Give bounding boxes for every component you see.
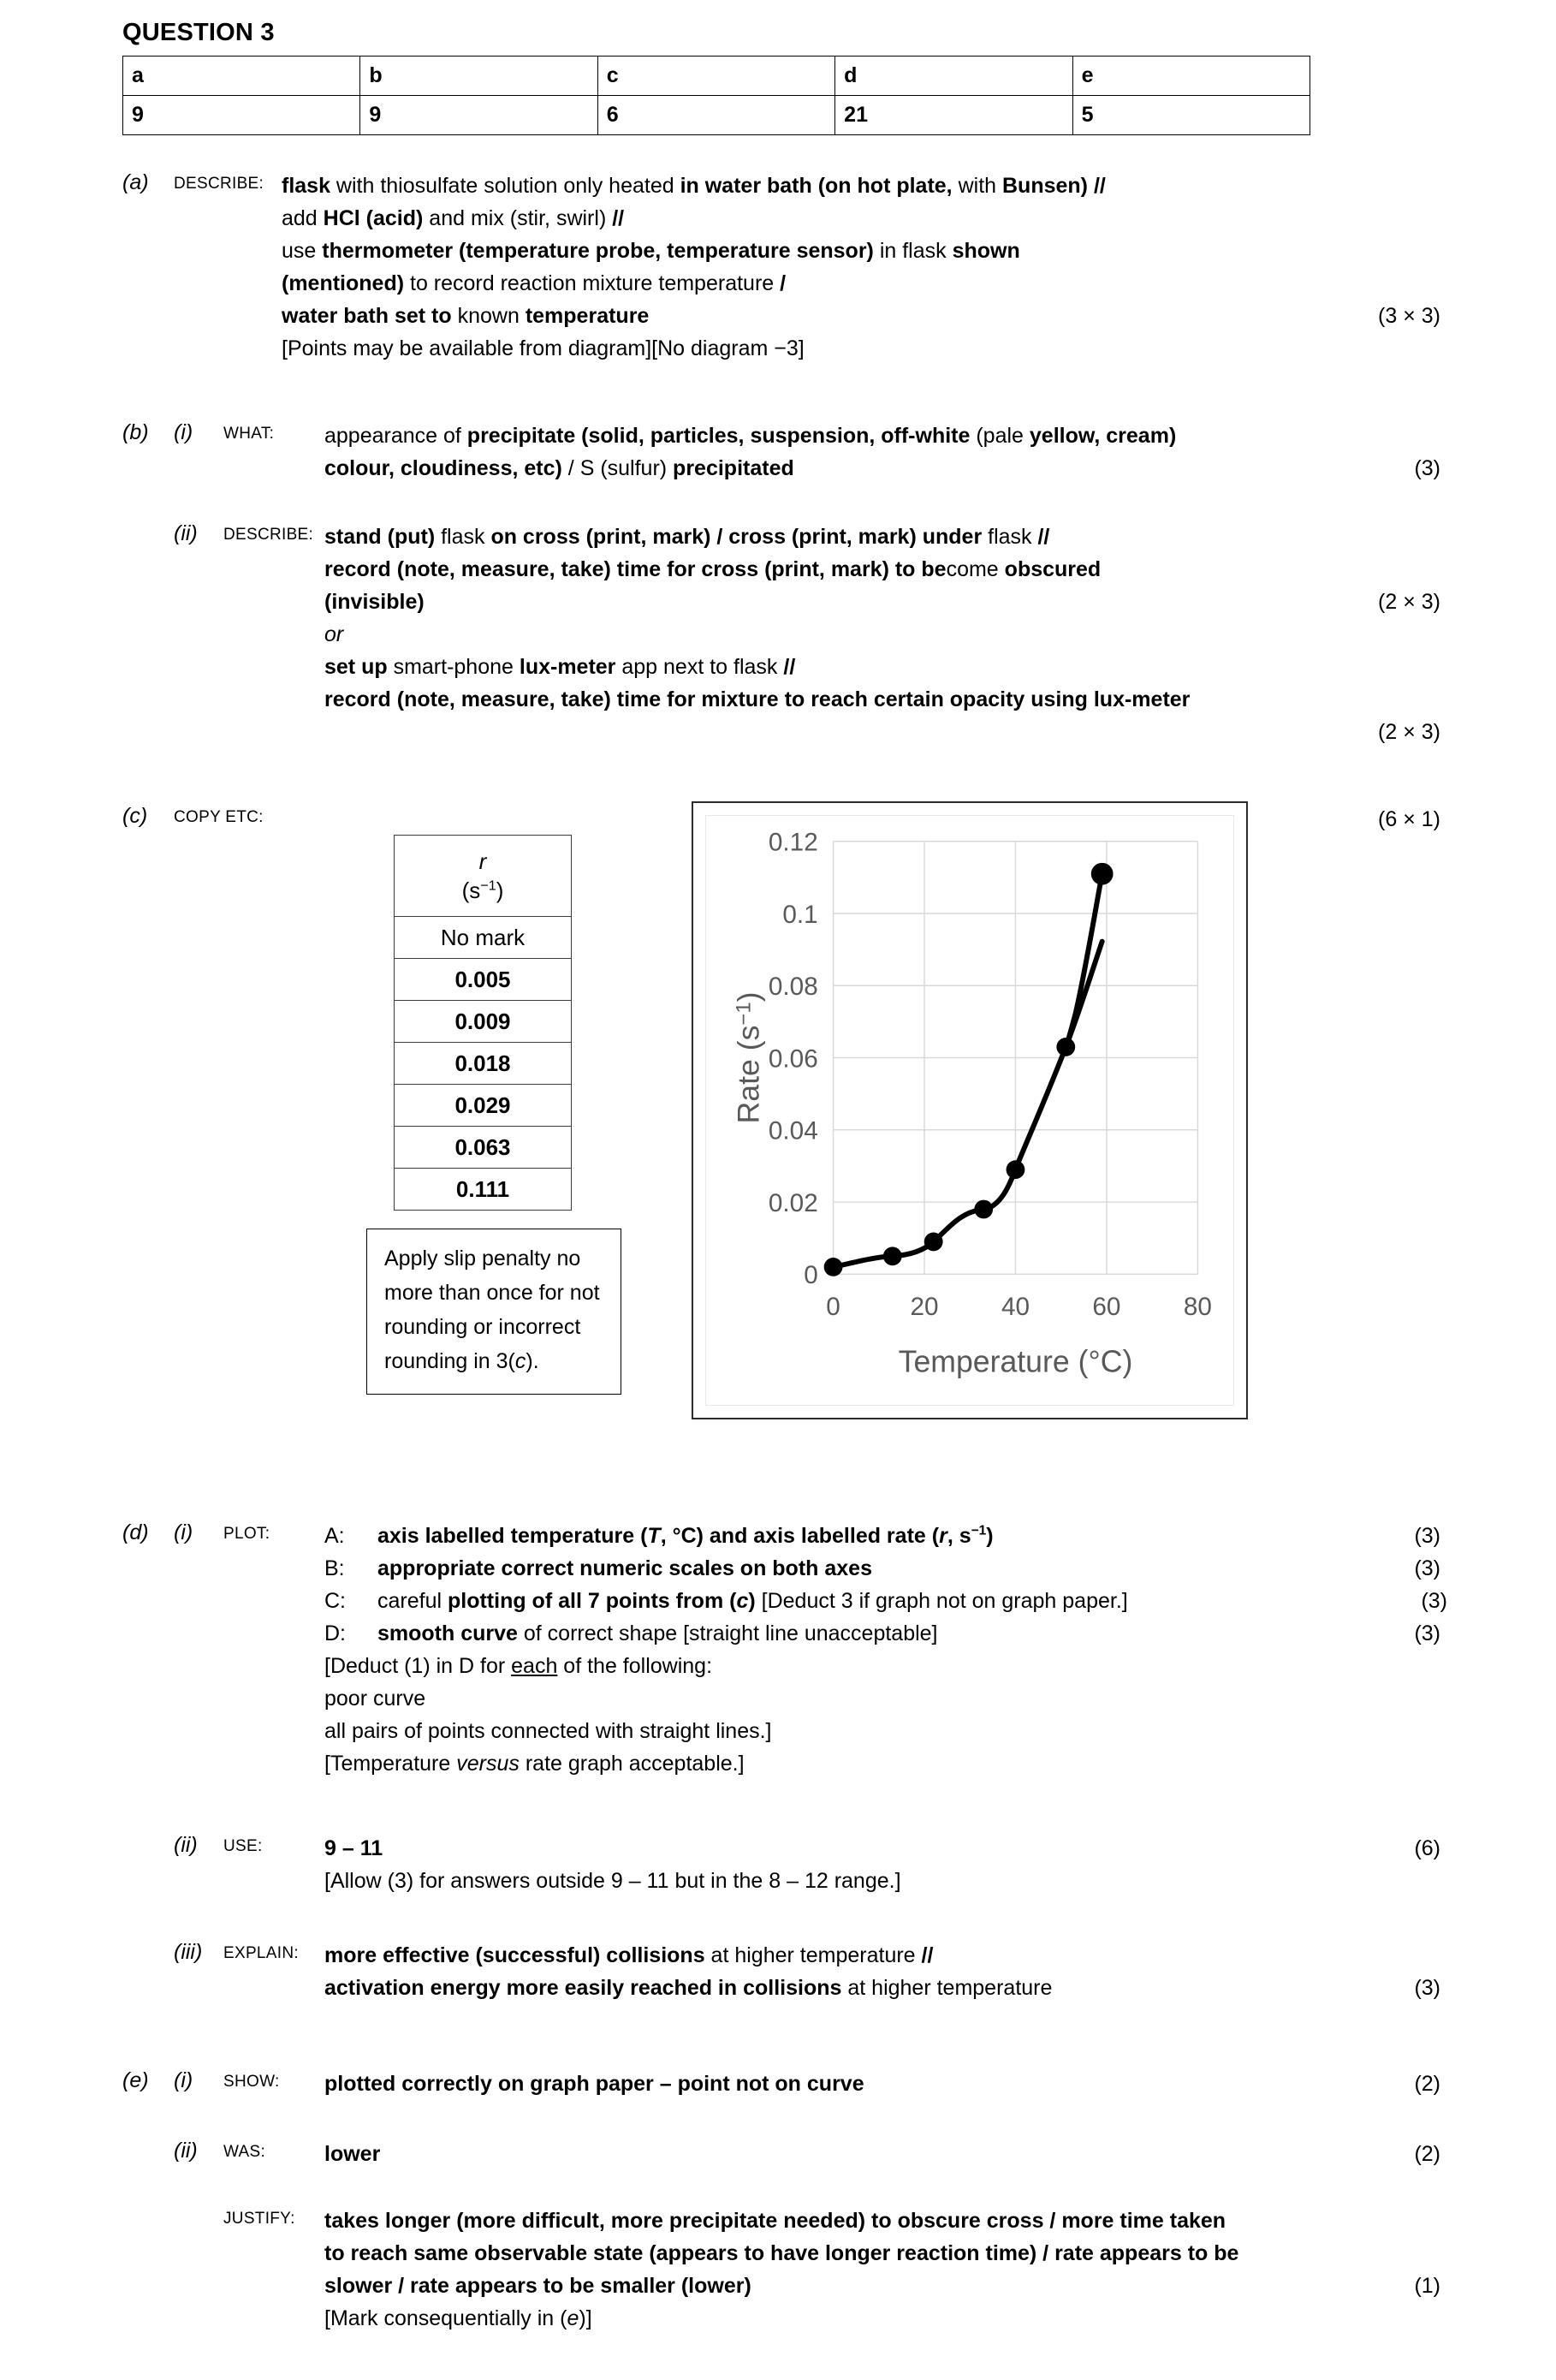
criterion-d: D: smooth curve of correct shape [straight line unacceptable] (3) — [324, 1617, 1440, 1650]
part-d-ii-spacer — [122, 1832, 174, 1833]
chart-x-tick-labels — [826, 1293, 1212, 1321]
part-d-i-note-4: [Temperature versus rate graph acceptable.] — [324, 1752, 745, 1776]
part-d-i-note-3: all pairs of points connected with straight lines.] — [324, 1719, 772, 1743]
part-d-ii-roman: (ii) — [174, 1833, 198, 1857]
part-e-justify-spacer-1 — [122, 2204, 174, 2205]
table-row — [395, 1085, 572, 1127]
chart-y-tick-labels — [769, 829, 818, 1290]
criterion-c-mark: (3) — [1421, 1589, 1447, 1613]
part-d-iii-verb: EXPLAIN: — [223, 1944, 299, 1962]
x-tick-0: 0 — [826, 1292, 840, 1321]
part-d-iii-body — [324, 1939, 1440, 2004]
part-b-i-row — [122, 419, 1440, 485]
part-e-letter: (e) — [122, 2068, 149, 2092]
part-b-ii-mark-1: (2 × 3) — [1378, 590, 1440, 614]
part-b-i-roman: (i) — [174, 420, 193, 444]
part-e-i-verb: SHOW: — [223, 2073, 280, 2091]
x-tick-1: 20 — [910, 1292, 939, 1321]
chart-data-curve — [834, 942, 1102, 1267]
part-e-ii-row — [122, 2138, 1440, 2170]
part-b-ii-line-2: record (note, measure, take) time for cross (print, mark) to become obscured — [324, 557, 1102, 581]
part-a-body — [282, 170, 1440, 365]
part-d-i-note-1: [Deduct (1) in D for each of the following: — [324, 1654, 713, 1678]
part-a-line-1: flask with thiosulfate solution only heated in water bath (on hot plate, with Bunsen) // — [282, 174, 1106, 198]
marks-cell-value-a: 9 — [123, 96, 360, 135]
part-e-ii-mark: (2) — [1414, 2142, 1440, 2166]
y-tick-1: 0.02 — [768, 1188, 818, 1217]
rate-unit: $(s^{-1})$ — [461, 878, 504, 903]
rate-cell-3: 0.018 — [395, 1043, 572, 1085]
part-a-mark: (3 × 3) — [1378, 304, 1440, 328]
part-e-i-roman: (i) — [174, 2068, 193, 2092]
part-c-mark: (6 × 1) — [1378, 807, 1440, 831]
question-marks-table — [122, 56, 1310, 135]
chart-plot-container — [705, 815, 1234, 1406]
table-row-values — [123, 96, 1310, 135]
part-a-line-3: use thermometer (temperature probe, temperature sensor) in flask shown — [282, 239, 1020, 263]
part-b-ii-verb: DESCRIBE: — [223, 526, 314, 544]
criterion-d-key: D: — [324, 1621, 346, 1645]
part-d-iii-line-1: more effective (successful) collisions at higher temperature // — [324, 1943, 934, 1967]
part-b-i-body — [324, 419, 1440, 485]
part-d-ii-answer: 9 – 11 — [324, 1836, 383, 1860]
part-b-ii-line-5: set up smart-phone lux-meter app next to flask // — [324, 655, 796, 679]
data-point-2 — [924, 1233, 943, 1252]
data-point-0 — [824, 1258, 843, 1276]
x-tick-3: 60 — [1092, 1292, 1121, 1321]
y-tick-5: 0.1 — [782, 900, 818, 929]
part-d-iii-roman: (iii) — [174, 1940, 203, 1964]
table-row — [395, 959, 572, 1001]
criterion-a-key: A: — [324, 1524, 345, 1548]
marks-cell-value-b: 9 — [360, 96, 597, 135]
part-e-ii-body — [324, 2138, 1440, 2170]
chart-x-axis-title: Temperature (°C) — [898, 1344, 1133, 1379]
part-e-justify-line-2: to reach same observable state (appears to have longer reaction time) / rate appears to be — [324, 2241, 1239, 2265]
marks-cell-letter-b: b — [360, 57, 597, 96]
marks-cell-value-e: 5 — [1072, 96, 1310, 135]
part-e-justify-verb: JUSTIFY: — [223, 2210, 295, 2228]
part-b-ii-line-4: or — [324, 622, 344, 646]
rate-cell-1: 0.005 — [395, 959, 572, 1001]
part-e-justify-line-4: [Mark consequentially in (e)] — [324, 2306, 592, 2330]
x-tick-2: 40 — [1001, 1292, 1030, 1321]
part-d-i-note-2: poor curve — [324, 1687, 426, 1711]
part-b-ii-body — [324, 521, 1440, 744]
marks-cell-letter-e: e — [1072, 57, 1310, 96]
part-b-ii-line-3: (invisible) (2 × 3) — [324, 586, 1440, 618]
criterion-a: A: axis labelled temperature (T, °C) and axis labelled rate (r, $s^{-1}$) (3) — [324, 1520, 1440, 1552]
part-e-ii-spacer — [122, 2138, 174, 2139]
part-a-line-4: (mentioned) to record reaction mixture temperature / — [282, 271, 787, 295]
part-d-ii-verb: USE: — [223, 1837, 263, 1855]
y-tick-0: 0 — [804, 1261, 818, 1290]
rate-cell-6: 0.111 — [395, 1169, 572, 1211]
criterion-b-key: B: — [324, 1556, 345, 1580]
marks-cell-letter-a: a — [123, 57, 360, 96]
y-tick-2: 0.04 — [768, 1116, 818, 1145]
data-point-1 — [883, 1247, 902, 1265]
slip-penalty-note: Apply slip penalty no more than once for not rounding or incorrect rounding in 3(c). — [366, 1229, 621, 1395]
table-row-header — [395, 836, 572, 917]
table-row — [395, 1043, 572, 1085]
part-e-justify-mark: (1) — [1414, 2274, 1440, 2298]
part-a-verb: DESCRIBE: — [174, 175, 264, 193]
page-title: QUESTION 3 — [122, 19, 275, 46]
x-tick-4: 80 — [1183, 1292, 1212, 1321]
criterion-b: B: appropriate correct numeric scales on both axes (3) — [324, 1552, 1440, 1585]
part-b-ii-row — [122, 521, 1440, 744]
y-tick-6: 0.12 — [768, 828, 818, 857]
chart-svg — [706, 816, 1233, 1405]
part-d-ii-body — [324, 1832, 1440, 1897]
criterion-c: C: careful plotting of all 7 points from (c) [Deduct 3 if graph not on graph paper.] (3) — [324, 1585, 1440, 1617]
rate-cell-4: 0.029 — [395, 1085, 572, 1127]
data-point-4 — [1007, 1160, 1025, 1179]
part-e-i-answer: plotted correctly on graph paper – point not on curve — [324, 2072, 864, 2096]
marks-cell-value-d: 21 — [835, 96, 1072, 135]
criterion-a-mark: (3) — [1414, 1524, 1440, 1548]
part-d-iii-row — [122, 1939, 1440, 2004]
marks-cell-letter-c: c — [597, 57, 834, 96]
part-d-ii-line-2: [Allow (3) for answers outside 9 – 11 but in the 8 – 12 range.] — [324, 1869, 901, 1893]
criterion-b-mark: (3) — [1414, 1556, 1440, 1580]
rate-cell-nomark: No mark — [395, 917, 572, 959]
chart-y-axis-title-group — [731, 992, 765, 1124]
part-d-i-roman: (i) — [174, 1520, 193, 1544]
part-b-ii-roman: (ii) — [174, 521, 198, 545]
part-d-ii-row — [122, 1832, 1440, 1897]
part-e-justify-body — [324, 2204, 1440, 2335]
part-c-verb: COPY ETC: — [174, 808, 264, 826]
part-e-justify-spacer-2 — [174, 2204, 223, 2205]
rate-vs-temperature-chart — [692, 801, 1248, 1419]
table-row — [395, 917, 572, 959]
part-e-ii-answer: lower — [324, 2142, 381, 2166]
table-row — [395, 1001, 572, 1043]
part-e-i-row — [122, 2068, 1440, 2100]
part-d-i-row — [122, 1520, 1447, 1780]
part-e-ii-line-1 — [324, 2138, 1440, 2170]
part-a-line-2: add HCl (acid) and mix (stir, swirl) // — [282, 206, 625, 230]
part-e-ii-roman: (ii) — [174, 2139, 198, 2163]
part-a-letter: (a) — [122, 170, 149, 194]
rate-values-table — [394, 835, 572, 1211]
part-a-line-6: [Points may be available from diagram][No diagram −3] — [282, 336, 805, 360]
part-e-justify-row — [122, 2204, 1440, 2335]
part-d-ii-mark: (6) — [1414, 1836, 1440, 1860]
rate-cell-2: 0.009 — [395, 1001, 572, 1043]
y-tick-3: 0.06 — [768, 1044, 818, 1074]
part-d-iii-mark: (3) — [1414, 1976, 1440, 2000]
part-b-i-mark: (3) — [1414, 456, 1440, 480]
part-e-ii-verb: WAS: — [223, 2143, 266, 2161]
part-b-i-verb: WHAT: — [223, 425, 275, 443]
part-d-iii-line-2: activation energy more easily reached in collisions at higher temperature (3) — [324, 1972, 1440, 2004]
part-b-ii-line-6: record (note, measure, take) time for mixture to reach certain opacity using lux-meter — [324, 687, 1191, 711]
part-d-i-verb: PLOT: — [223, 1525, 270, 1543]
rate-cell-5: 0.063 — [395, 1127, 572, 1169]
part-d-iii-spacer — [122, 1939, 174, 1940]
part-b-i-line-1: appearance of precipitate (solid, particles, suspension, off-white (pale yellow, cream) — [324, 424, 1177, 448]
rate-symbol: r — [478, 848, 487, 874]
table-row — [395, 1169, 572, 1211]
part-d-ii-line-1 — [324, 1832, 1440, 1865]
part-e-i-mark: (2) — [1414, 2072, 1440, 2096]
part-e-justify-line-1: takes longer (more difficult, more precipitate needed) to obscure cross / more time taken — [324, 2209, 1226, 2233]
marks-cell-letter-d: d — [835, 57, 1072, 96]
table-row-letters — [123, 57, 1310, 96]
part-b-ii-line-1: stand (put) flask on cross (print, mark) / cross (print, mark) under flask // — [324, 525, 1050, 549]
rate-table-header — [395, 836, 572, 917]
part-e-i-line-1 — [324, 2068, 1440, 2100]
table-row — [395, 1127, 572, 1169]
part-a-row — [122, 170, 1440, 365]
criterion-d-mark: (3) — [1414, 1621, 1440, 1645]
part-b-i-line-2: colour, cloudiness, etc) / S (sulfur) precipitated (3) — [324, 452, 1440, 485]
part-e-i-body — [324, 2068, 1440, 2100]
part-e-justify-line-3: slower / rate appears to be smaller (lower) (1) — [324, 2270, 1440, 2302]
part-d-letter: (d) — [122, 1520, 149, 1544]
y-tick-4: 0.08 — [768, 973, 818, 1002]
data-point-3 — [974, 1200, 993, 1219]
criterion-c-key: C: — [324, 1589, 346, 1613]
part-d-i-body — [324, 1520, 1447, 1780]
part-c-letter: (c) — [122, 804, 148, 828]
marks-cell-value-c: 6 — [597, 96, 834, 135]
part-a-line-5: water bath set to known temperature (3 × 3) — [282, 300, 1440, 332]
part-b-ii-mark-2: (2 × 3) — [1378, 720, 1440, 744]
chart-gridlines — [834, 842, 1198, 1275]
chart-y-axis-title: Rate $(s^{-1})$ — [731, 991, 766, 1124]
part-b-letter: (b) — [122, 420, 149, 444]
